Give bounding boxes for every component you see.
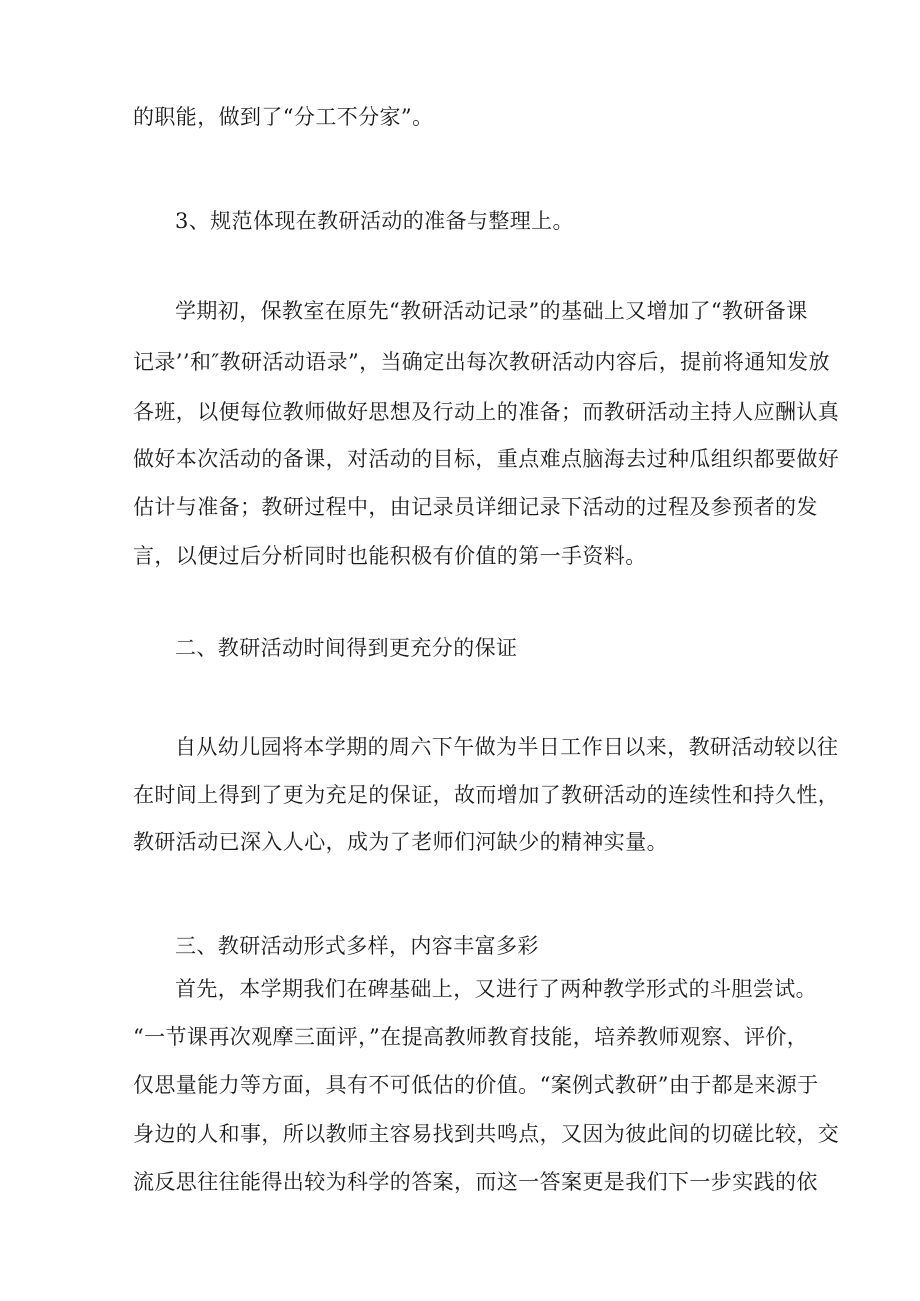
section-heading-3: 3、规范体现在教研活动的准备与整理上。 bbox=[175, 209, 574, 233]
paragraph-line-7: 自从幼儿园将本学期的周六下午做为半日工作日以来，教研活动较以往 bbox=[175, 735, 839, 759]
text-line-1: 的职能，做到了“分工不分家”。 bbox=[133, 105, 434, 129]
paragraph-line-13: 身边的人和事，所以教师主容易找到共鸣点，又因为彼此间的切磋比较，交 bbox=[133, 1122, 840, 1146]
section-heading-two: 二、教研活动时间得到更充分的保证 bbox=[175, 636, 518, 660]
paragraph-line-2: 记录’’和″教研活动语录”，当确定出每次教研活动内容后，提前将通知发放 bbox=[133, 350, 830, 374]
paragraph-line-9: 教研活动已深入人心，成为了老师们河缺少的精神实量。 bbox=[133, 830, 668, 854]
paragraph-line-8: 在时间上得到了更为充足的保证，故而增加了教研活动的连续性和持久性， bbox=[133, 783, 840, 807]
paragraph-line-5: 估计与准备；教研过程中，由记录员详细记录下活动的过程及参预者的发 bbox=[133, 495, 818, 519]
section-heading-three: 三、教研活动形式多样，内容丰富多彩 bbox=[175, 934, 539, 958]
paragraph-line-10: 首先，本学期我们在碑基础上，又进行了两种教学形式的斗胆尝试。 bbox=[175, 977, 817, 1001]
paragraph-line-11: “一节课再次观摩三面评，”在提高教师教育技能，培养教师观察、评价， bbox=[133, 1025, 809, 1049]
paragraph-line-3: 各班，以便每位教师做好思想及行动上的准备；而教研活动主持人应酬认真 bbox=[133, 400, 840, 424]
paragraph-line-1: 学期初，保教室在原先“教研活动记录”的基础上又增加了“教研备课 bbox=[175, 299, 808, 323]
paragraph-line-14: 流反思往往能得出较为科学的答案，而这一答案更是我们下一步实践的依 bbox=[133, 1170, 818, 1194]
paragraph-line-12: 仅思量能力等方面，具有不可低估的价值。“案例式教研”由于都是来源于 bbox=[133, 1073, 819, 1097]
paragraph-line-6: 言，以便过后分析同时也能积极有价值的第一手资料。 bbox=[133, 544, 647, 568]
paragraph-line-4: 做好本次活动的备课，对活动的目标，重点难点脑海去过种瓜组织都要做好 bbox=[133, 447, 840, 471]
